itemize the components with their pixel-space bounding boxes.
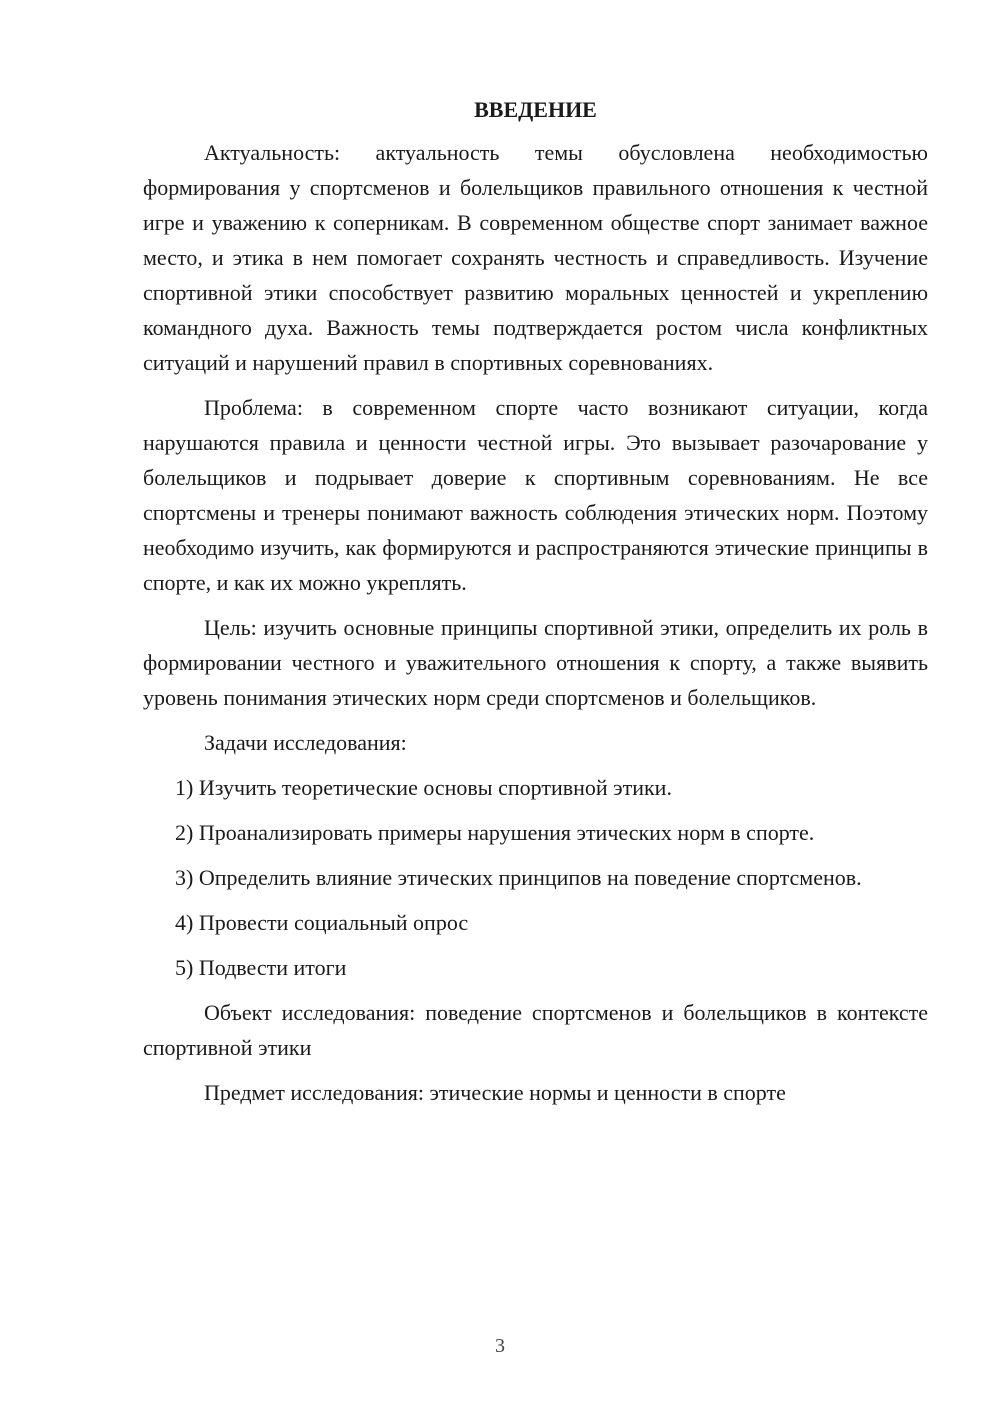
task-item-2: 2) Проанализировать примеры нарушения этических норм в спорте. — [175, 820, 815, 845]
task-item-5: 5) Подвести итоги — [175, 955, 347, 980]
object-paragraph: Объект исследования: поведение спортсменов и болельщиков в контексте спортивной этики — [143, 1000, 928, 1060]
subject-paragraph: Предмет исследования: этические нормы и ценности в спорте — [204, 1080, 786, 1105]
page-number: 3 — [495, 1335, 505, 1357]
task-item-4: 4) Провести социальный опрос — [175, 910, 469, 935]
page-content — [143, 92, 928, 1110]
task-item-1: 1) Изучить теоретические основы спортивной этики. — [175, 775, 672, 800]
tasks-title: Задачи исследования: — [204, 730, 407, 755]
section-heading: ВВЕДЕНИЕ — [474, 97, 597, 122]
problem-paragraph: Проблема: в современном спорте часто возникают ситуации, когда нарушаются правила и ценности честной игры. Это вызывает разочарование у болельщиков и подрывает доверие к спортивным соревнованиям. Не все спортсмены и тренеры понимают важность соблюдения этических норм. Поэтому необходимо изучить, как формируются и распространяются этические принципы в спорте, и как их можно укреплять. — [143, 395, 928, 595]
task-item-3: 3) Определить влияние этических принципов на поведение спортсменов. — [175, 865, 862, 890]
goal-paragraph: Цель: изучить основные принципы спортивной этики, определить их роль в формировании честного и уважительного отношения к спорту, а также выявить уровень понимания этических норм среди спортсменов и болельщиков. — [143, 615, 928, 710]
relevance-paragraph: Актуальность: актуальность темы обусловлена необходимостью формирования у спортсменов и болельщиков правильного отношения к честной игре и уважению к соперникам. В современном обществе спорт занимает важное место, и этика в нем помогает сохранять честность и справедливость. Изучение спортивной этики способствует развитию моральных ценностей и укреплению командного духа. Важность темы подтверждается ростом числа конфликтных ситуаций и нарушений правил в спортивных соревнованиях. — [143, 140, 928, 375]
